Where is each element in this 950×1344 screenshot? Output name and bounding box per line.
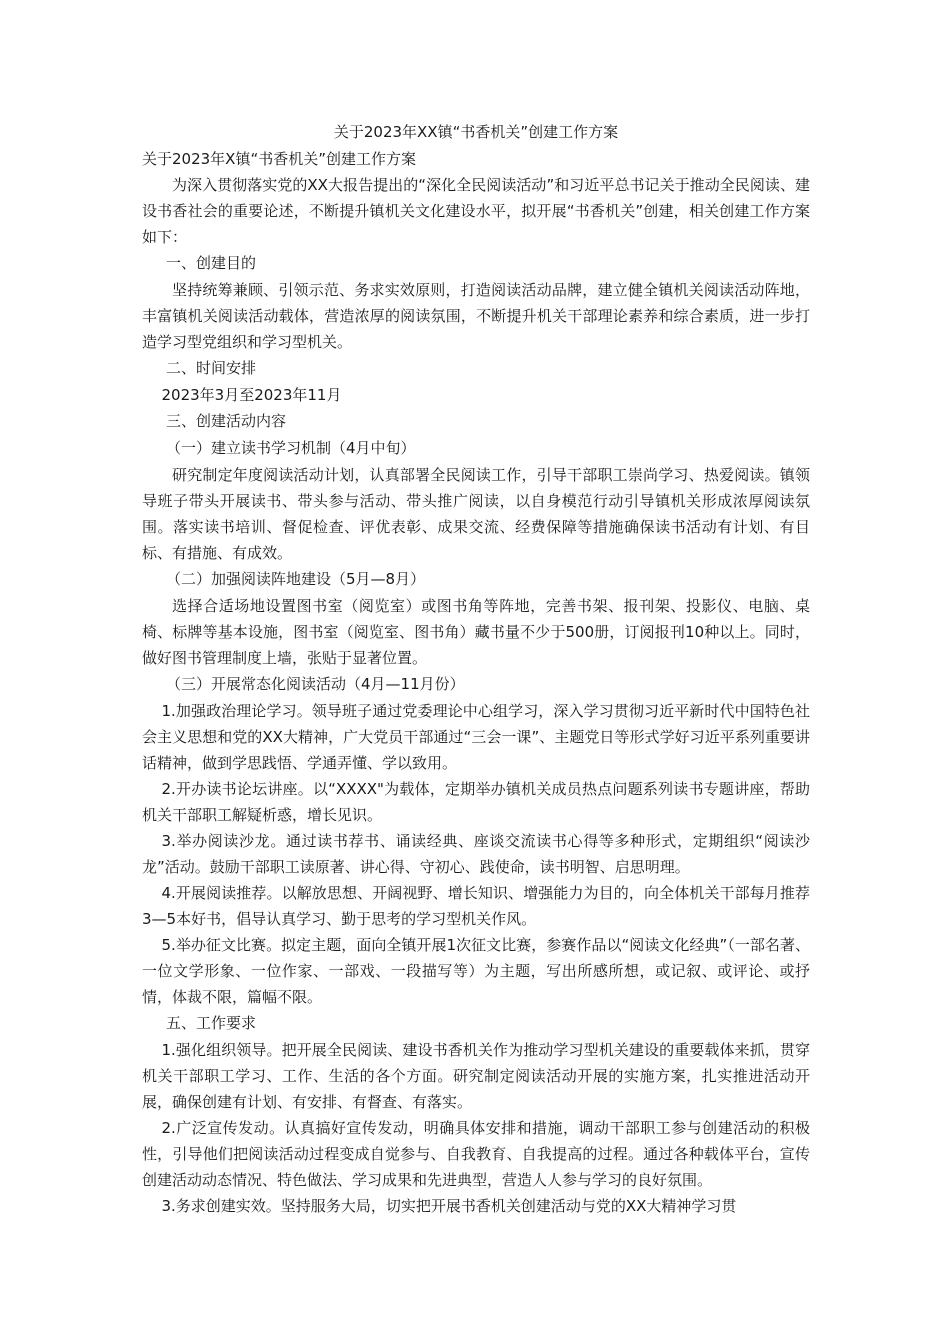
section-heading: 三、创建活动内容 <box>166 412 287 430</box>
list-item: 1.加强政治理论学习。领导班子通过党委理论中心组学习，深入学习贯彻习近平新时代中国特色社会主义思想和党的XX大精神，广大党员干部通过“三会一课”、主题党日等形式学好习近平系列重要讲话精神，做到学思践悟、学通弄懂、学以致用。 <box>142 702 810 772</box>
subsection-body: 选择合适场地设置图书室（阅览室）或图书角等阵地，完善书架、报刊架、投影仪、电脑、桌椅、标牌等基本设施，图书室（阅览室、图书角）藏书量不少于500册，订阅报刊10种以上。同时，做好图书管理制度上墙，张贴于显著位置。 <box>142 597 810 667</box>
section-body: 坚持统筹兼顾、引领示范、务求实效原则，打造阅读活动品牌，建立健全镇机关阅读活动阵地，丰富镇机关阅读活动载体，营造浓厚的阅读氛围，不断提升机关干部理论素养和综合素质，进一步打造学习型党组织和学习型机关。 <box>142 281 810 351</box>
document-title: 关于2023年XX镇“书香机关”创建工作方案 <box>333 123 619 141</box>
section-heading: 五、工作要求 <box>166 1014 257 1032</box>
section-heading: 一、创建目的 <box>166 254 257 272</box>
document-subtitle: 关于2023年X镇“书香机关”创建工作方案 <box>142 150 416 168</box>
list-item: 2.开办读书论坛讲座。以“XXXX"为载体，定期举办镇机关成员热点问题系列读书专题讲座，帮助机关干部职工解疑析惑，增长见识。 <box>142 780 810 824</box>
list-item: 5.举办征文比赛。拟定主题，面向全镇开展1次征文比赛，参赛作品以“阅读文化经典”（一部名著、一位文学形象、一位作家、一部戏、一段描写等）为主题，写出所感所想，或记叙、或评论、或抒情，体裁不限，篇幅不限。 <box>142 936 810 1006</box>
list-item: 2.广泛宣传发动。认真搞好宣传发动，明确具体安排和措施，调动干部职工参与创建活动的积极性，引导他们把阅读活动过程变成自觉参与、自我教育、自我提高的过程。通过各种载体平台，宣传创建活动动态情况、特色做法、学习成果和先进典型，营造人人参与学习的良好氛围。 <box>142 1119 810 1189</box>
subsection-heading: （三）开展常态化阅读活动（4月—11月份） <box>166 675 465 693</box>
subsection-heading: （二）加强阅读阵地建设（5月—8月） <box>166 570 426 588</box>
list-item: 3.务求创建实效。坚持服务大局，切实把开展书香机关创建活动与党的XX大精神学习贯 <box>161 1197 737 1215</box>
intro-paragraph: 为深入贯彻落实党的XX大报告提出的“深化全民阅读活动”和习近平总书记关于推动全民阅读、建设书香社会的重要论述，不断提升镇机关文化建设水平，拟开展“书香机关”创建，相关创建工作方案如下： <box>142 176 810 246</box>
list-item: 3.举办阅读沙龙。通过读书荐书、诵读经典、座谈交流读书心得等多种形式，定期组织“阅读沙龙”活动。鼓励干部职工读原著、讲心得、守初心、践使命，读书明智、启思明理。 <box>142 832 810 876</box>
subsection-body: 研究制定年度阅读活动计划，认真部署全民阅读工作，引导干部职工崇尚学习、热爱阅读。镇领导班子带头开展读书、带头参与活动、带头推广阅读，以自身模范行动引导镇机关形成浓厚阅读氛围。落实读书培训、督促检查、评优表彰、成果交流、经费保障等措施确保读书活动有计划、有目标、有措施、有成效。 <box>142 466 810 562</box>
list-item: 1.强化组织领导。把开展全民阅读、建设书香机关作为推动学习型机关建设的重要载体来抓，贯穿机关干部职工学习、工作、生活的各个方面。研究制定阅读活动开展的实施方案，扎实推进活动开展，确保创建有计划、有安排、有督查、有落实。 <box>142 1041 810 1111</box>
subsection-heading: （一）建立读书学习机制（4月中旬） <box>166 439 416 457</box>
section-heading: 二、时间安排 <box>166 359 257 377</box>
section-body: 2023年3月至2023年11月 <box>161 386 342 404</box>
list-item: 4.开展阅读推荐。以解放思想、开阔视野、增长知识、增强能力为目的，向全体机关干部每月推荐3—5本好书，倡导认真学习、勤于思考的学习型机关作风。 <box>142 884 810 928</box>
